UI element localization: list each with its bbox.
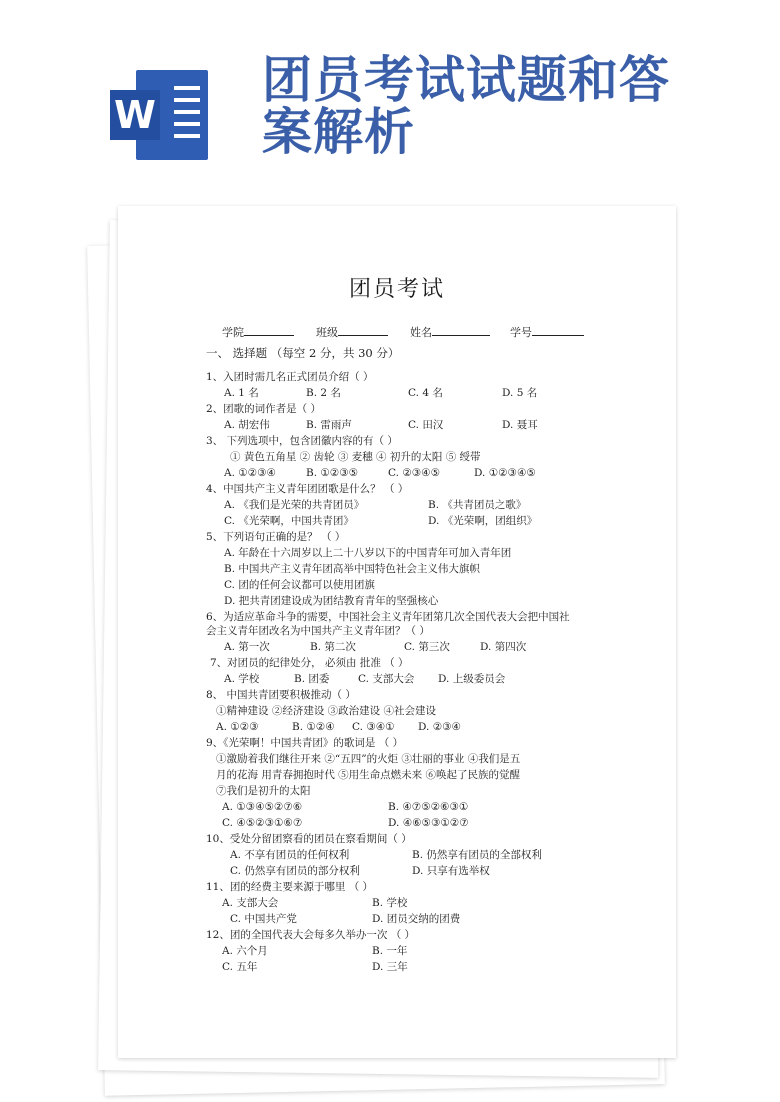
option: D. ④⑥⑤③①②⑦ (388, 817, 469, 829)
question-4: 4、中国共产主义青年团团歌是什么？ （ ） (206, 483, 409, 495)
question-3-items: ① 黄色五角星 ② 齿轮 ③ 麦穗 ④ 初升的太阳 ⑤ 绶带 (230, 451, 481, 463)
lyric-line: ⑦我们是初升的太阳 (216, 785, 311, 797)
headline-line-2: 案解析 (262, 103, 415, 161)
word-document-icon (110, 70, 208, 160)
info-field-college: 学院 (222, 324, 294, 340)
option: A. ①③④⑤②⑦⑥ (222, 801, 303, 813)
option: B. 中国共产主义青年团高举中国特色社会主义伟大旗帜 (224, 563, 480, 575)
option: B. 团委 (294, 673, 330, 685)
option: D. 把共青团建设成为团结教育青年的坚强核心 (224, 595, 439, 607)
word-w-letter: W (110, 90, 160, 140)
option: A. 《我们是光荣的共青团员》 (224, 499, 365, 511)
option: A. 学校 (224, 673, 260, 685)
option: A. 1 名 (224, 387, 259, 399)
info-field-name: 姓名 (410, 324, 490, 340)
info-field-class: 班级 (316, 324, 388, 340)
option: A. 支部大会 (222, 897, 279, 909)
banner (0, 0, 780, 200)
option: B. ①②③⑤ (306, 467, 359, 479)
question-3: 3、 下列选项中，包含团徽内容的有（ ） (206, 435, 398, 447)
option: B. 学校 (372, 897, 408, 909)
option: C. 五年 (222, 961, 258, 973)
option: D. 团员交纳的团费 (372, 913, 461, 925)
option: C. 支部大会 (358, 673, 415, 685)
option: C. ②③④⑤ (388, 467, 440, 479)
question-8-items: ①精神建设 ②经济建设 ③政治建设 ④社会建设 (216, 705, 437, 717)
option: C. 4 名 (408, 387, 443, 399)
question-11: 11、团的经费主要来源于哪里 （ ） (206, 881, 374, 893)
option: D. 《光荣啊，团组织》 (428, 515, 538, 527)
headline-line-1: 团员考试试题和答 (262, 51, 670, 109)
info-field-student-id: 学号 (510, 324, 584, 340)
option: D. ②③④ (418, 721, 461, 733)
option: D. ①②③④⑤ (474, 467, 536, 479)
question-6-cont: 会主义青年团改名为中国共产主义青年团？（ ） (206, 625, 430, 637)
option: B. 《共青团员之歌》 (428, 499, 527, 511)
option: C. 团的任何会议都可以使用团旗 (224, 579, 375, 591)
section-heading: 一、 选择题 （每空 2 分，共 30 分） (206, 346, 400, 360)
option: C. ③④① (352, 721, 395, 733)
option: D. 5 名 (502, 387, 538, 399)
option: C. 第三次 (404, 641, 450, 653)
option: B. 雷雨声 (306, 419, 352, 431)
option: A. ①②③ (216, 721, 259, 733)
question-2: 2、团歌的词作者是（ ） (206, 403, 322, 415)
option: A. 胡宏伟 (224, 419, 270, 431)
paper-title: 团员考试 (348, 277, 445, 302)
option: D. 聂耳 (502, 419, 538, 431)
option: C. 田汉 (408, 419, 444, 431)
option: A. 年龄在十六周岁以上二十八岁以下的中国青年可加入青年团 (224, 547, 512, 559)
question-7: 7、对团员的纪律处分， 必须由 批准 （ ） (210, 657, 409, 669)
option: B. ④⑦⑤②⑥③① (388, 801, 469, 813)
question-8: 8、 中国共青团要积极推动（ ） (206, 689, 356, 701)
option: A. ①②③④ (224, 467, 276, 479)
question-9: 9、《光荣啊！中国共青团》的歌词是 （ ） (206, 737, 404, 749)
option: D. 上级委员会 (438, 673, 506, 685)
option: C. 仍然享有团员的部分权利 (230, 865, 360, 877)
option: B. 仍然享有团员的全部权利 (412, 849, 542, 861)
lyric-line: 月的花海 用青春拥抱时代 ⑤用生命点燃未来 ⑥唤起了民族的觉醒 (216, 769, 521, 781)
option: C. 《光荣啊，中国共青团》 (224, 515, 354, 527)
question-6: 6、为适应革命斗争的需要，中国社会主义青年团第几次全国代表大会把中国社 (206, 611, 570, 623)
option: D. 只享有选举权 (412, 865, 490, 877)
exam-paper (118, 206, 676, 1058)
option: D. 三年 (372, 961, 408, 973)
option: D. 第四次 (480, 641, 527, 653)
question-1: 1、入团时需几名正式团员介绍（ ） (206, 371, 374, 383)
option: B. ①②④ (292, 721, 335, 733)
option: A. 不享有团员的任何权利 (230, 849, 350, 861)
question-12: 12、团的全国代表大会每多久举办一次 （ ） (206, 929, 416, 941)
question-10: 10、受处分留团察看的团员在察看期间（ ） (206, 833, 412, 845)
option: B. 一年 (372, 945, 408, 957)
option: A. 第一次 (224, 641, 270, 653)
option: B. 第二次 (310, 641, 356, 653)
question-5: 5、下列语句正确的是？ （ ） (206, 531, 346, 543)
option: A. 六个月 (222, 945, 268, 957)
option: C. 中国共产党 (230, 913, 297, 925)
option: C. ④⑤②③①⑥⑦ (222, 817, 303, 829)
lyric-line: ①激励着我们继往开来 ②“五四”的火炬 ③壮丽的事业 ④我们是五 (216, 753, 521, 765)
headline (262, 51, 742, 161)
option: B. 2 名 (306, 387, 341, 399)
